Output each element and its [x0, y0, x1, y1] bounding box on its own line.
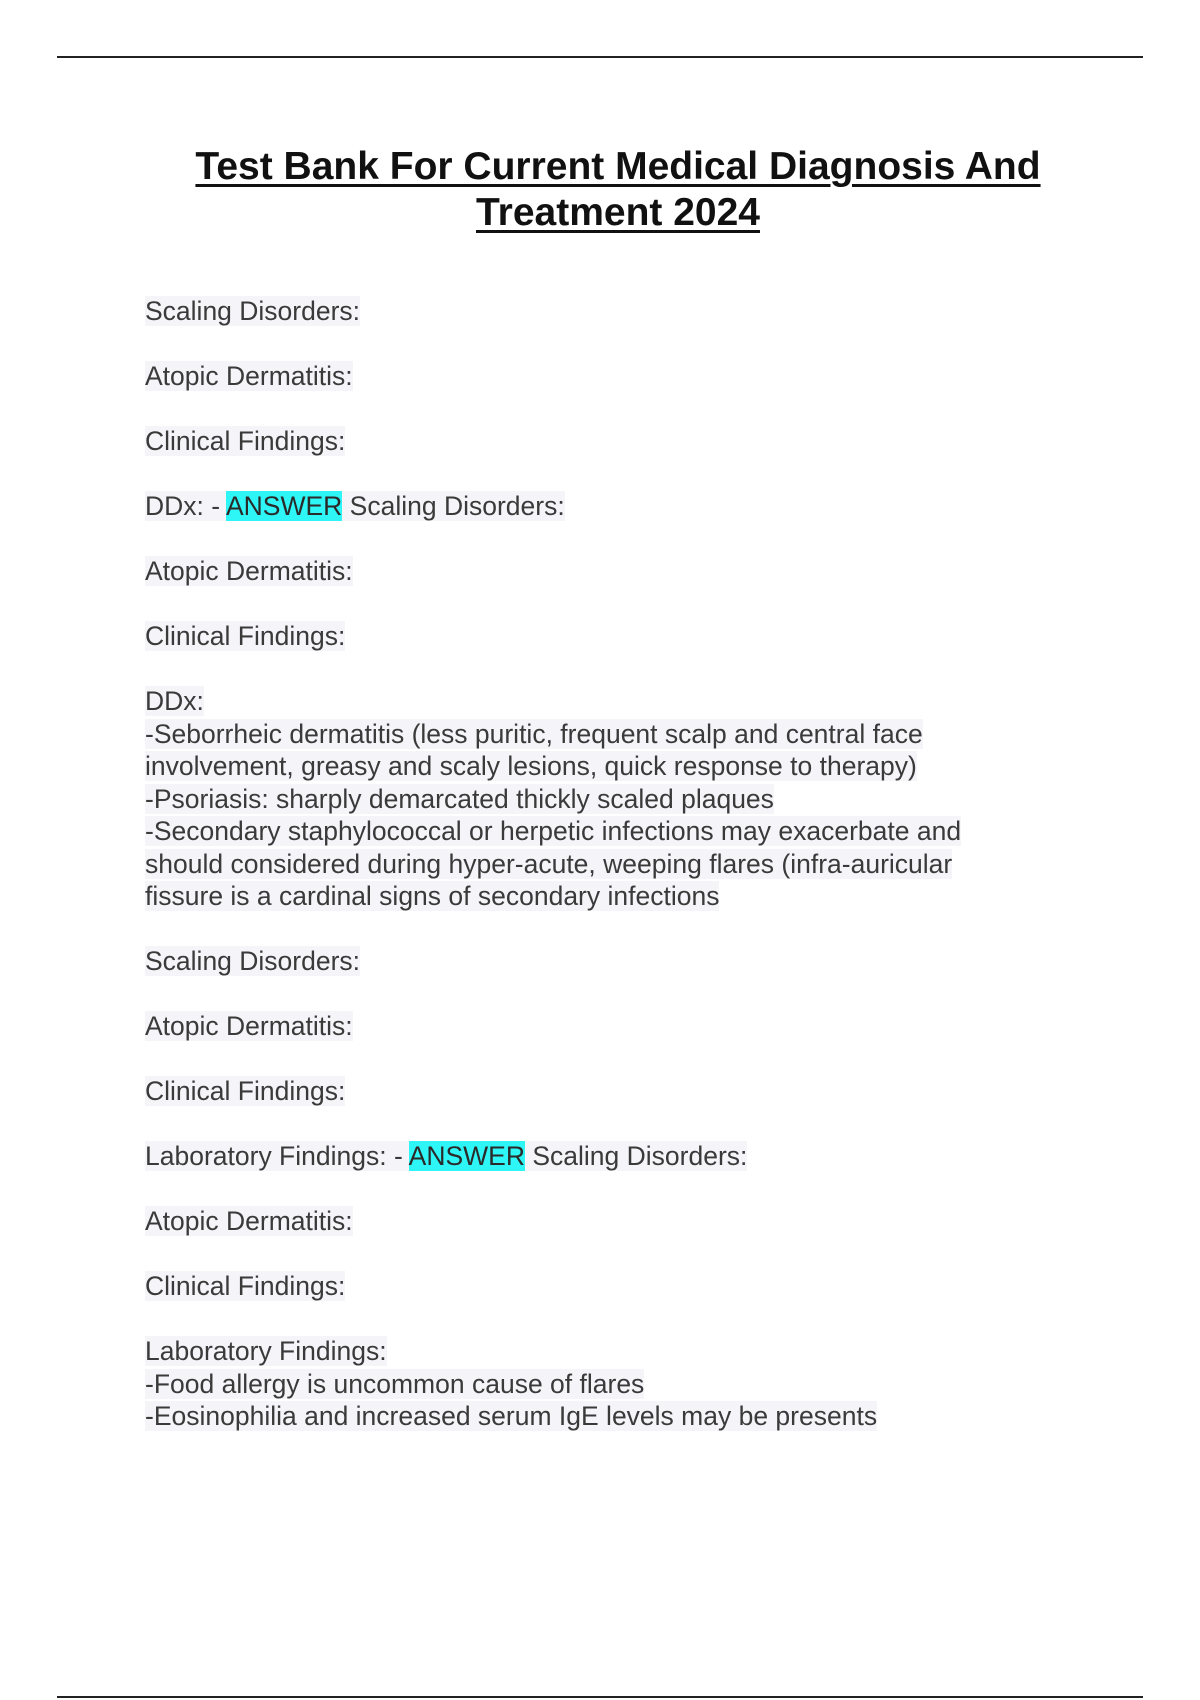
paragraph: [145, 555, 1065, 588]
question-paragraph: [145, 1140, 1065, 1173]
document-title: [100, 144, 1136, 236]
document-body: [145, 295, 1065, 1433]
top-rule: [57, 56, 1143, 58]
lab-line: -Food allergy is uncommon cause of flares: [145, 1368, 645, 1399]
paragraph: [145, 360, 1065, 393]
paragraph-text: Atopic Dermatitis:: [145, 1206, 353, 1236]
paragraph-text: Atopic Dermatitis:: [145, 361, 353, 391]
paragraph-text: Scaling Disorders:: [145, 946, 361, 976]
lab-findings-paragraph: [145, 1335, 1065, 1433]
ddx-line: should considered during hyper-acute, weeping flares (infra-auricular: [145, 848, 953, 879]
question-prefix: Laboratory Findings: -: [145, 1141, 409, 1171]
ddx-line: involvement, greasy and scaly lesions, quick response to therapy): [145, 751, 917, 781]
question-paragraph: [145, 490, 1065, 523]
paragraph-text: Atopic Dermatitis:: [145, 1011, 353, 1041]
paragraph: [145, 425, 1065, 458]
title-line-2: Treatment 2024: [476, 191, 760, 234]
paragraph-text: Clinical Findings:: [145, 1076, 346, 1106]
question-prefix: DDx: -: [145, 491, 226, 521]
title-line-1: Test Bank For Current Medical Diagnosis And: [195, 145, 1041, 188]
answer-suffix: Scaling Disorders:: [342, 491, 565, 521]
answer-suffix: Scaling Disorders:: [525, 1141, 748, 1171]
paragraph: [145, 1010, 1065, 1043]
ddx-paragraph: [145, 685, 1065, 913]
ddx-line: -Psoriasis: sharply demarcated thickly scaled plaques: [145, 783, 774, 814]
paragraph: [145, 620, 1065, 653]
answer-highlight: ANSWER: [408, 1141, 525, 1171]
paragraph: [145, 295, 1065, 328]
ddx-line: -Seborrheic dermatitis (less puritic, frequent scalp and central face: [145, 718, 923, 749]
ddx-line: -Secondary staphylococcal or herpetic infections may exacerbate and: [145, 816, 962, 846]
paragraph-text: Scaling Disorders:: [145, 296, 361, 326]
ddx-line: DDx:: [145, 686, 204, 716]
paragraph: [145, 1205, 1065, 1238]
lab-line: Laboratory Findings:: [145, 1336, 387, 1366]
paragraph: [145, 945, 1065, 978]
paragraph: [145, 1075, 1065, 1108]
ddx-line: fissure is a cardinal signs of secondary infections: [145, 881, 720, 911]
paragraph: [145, 1270, 1065, 1303]
paragraph-text: Atopic Dermatitis:: [145, 556, 353, 586]
lab-line: -Eosinophilia and increased serum IgE levels may be presents: [145, 1401, 878, 1431]
paragraph-text: Clinical Findings:: [145, 1271, 346, 1301]
bottom-rule: [57, 1696, 1143, 1698]
answer-highlight: ANSWER: [225, 491, 343, 521]
paragraph-text: Clinical Findings:: [145, 621, 346, 651]
paragraph-text: Clinical Findings:: [145, 426, 346, 456]
